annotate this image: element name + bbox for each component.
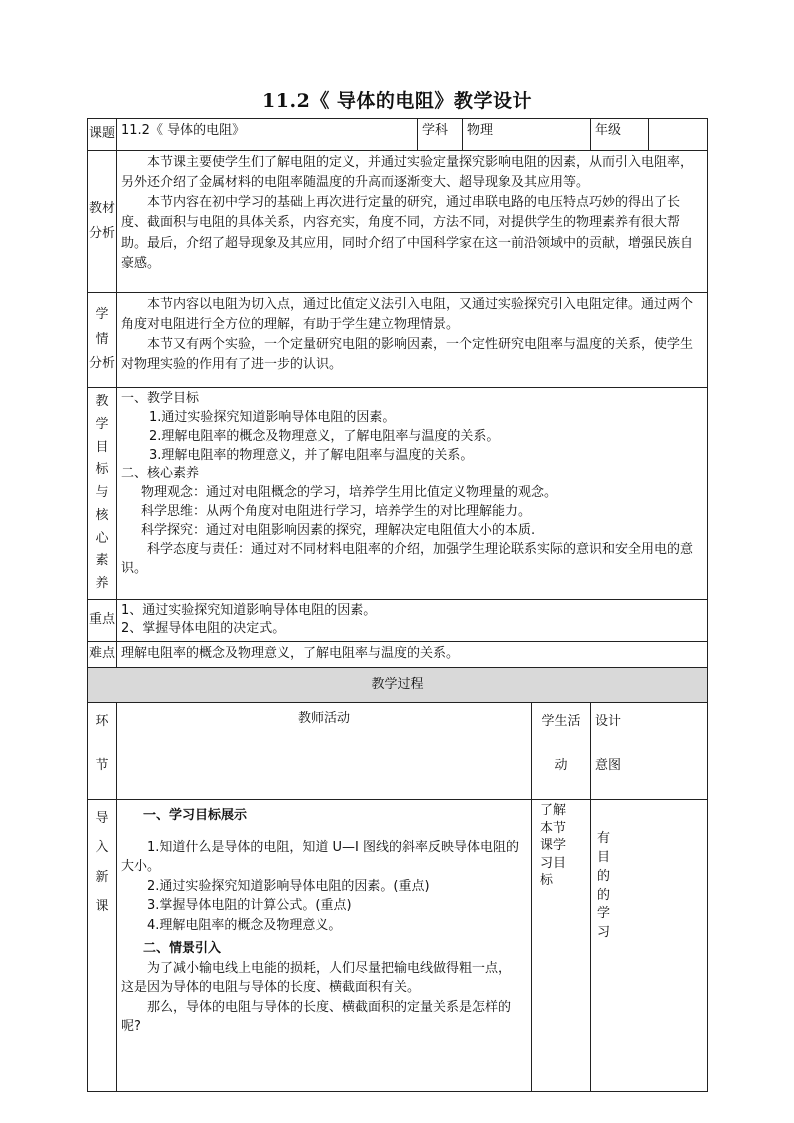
lesson-plan-table — [87, 118, 708, 1092]
grade-label: 年级 — [591, 119, 649, 151]
student-activity-header — [532, 703, 591, 800]
difficulty-row — [88, 642, 708, 668]
material-analysis-row — [88, 151, 708, 293]
goals-content — [117, 388, 708, 600]
key-points-label: 重点 — [88, 600, 117, 642]
teacher-activity-intro — [117, 800, 532, 1092]
material-paragraph-1: 本节课主要使学生们了解电阻的定义，并通过实验定量探究影响电阻的因素，从而引入电阻率，另外还介绍了金属材料的电阻率随温度的升高而逐渐变大、超导现象及其应用等。 — [121, 155, 694, 191]
grade-value — [649, 119, 708, 151]
teacher-activity-header: 教师活动 — [117, 703, 532, 800]
stage-row-intro — [88, 800, 708, 1092]
material-analysis-label — [88, 151, 117, 293]
stage-intro-text: 导 入 新 课 — [95, 811, 109, 914]
student-activity-intro — [532, 800, 591, 1092]
literacy-item-4: 科学态度与责任：通过对不同材料电阻率的介绍，加强学生理论联系实际的意识和安全用电的意识。 — [121, 541, 694, 576]
document-title: 11.2《 导体的电阻》教学设计 — [262, 90, 532, 112]
design-intent-intro — [591, 800, 708, 1092]
key-points-row — [88, 600, 708, 642]
scenario-paragraph-2: 那么，导体的电阻与导体的长度、横截面积的定量关系是怎样的呢? — [121, 999, 512, 1034]
stage-intro-label — [88, 800, 117, 1092]
material-label-text: 教材 分析 — [88, 200, 115, 241]
goal-item-3: 3.理解电阻率的物理意义，并了解电阻率与温度的关系。 — [149, 447, 474, 463]
stage-column-header — [88, 703, 117, 800]
goal-item-2: 2.理解电阻率的概念及物理意义，了解电阻率与温度的关系。 — [149, 428, 500, 444]
literacy-item-2: 科学思维：从两个角度对电阻进行学习，培养学生的对比理解能力。 — [141, 504, 532, 520]
stage-header-text: 环 节 — [95, 714, 109, 774]
subject-label: 学科 — [418, 119, 463, 151]
process-column-header-row — [88, 703, 708, 800]
material-paragraph-2: 本节内容在初中学习的基础上再次进行定量的研究，通过串联电路的电压特点巧妙的得出了长度、截面积与电阻的具体关系，内容充实，角度不同，方法不同，对提供学生的物理素养有很大帮助。最后，介绍了超导现象及其应用，同时介绍了中国科学家在这一前沿领域中的贡献，增强民族自豪感。 — [121, 195, 694, 271]
learner-analysis-content — [117, 293, 708, 388]
student-header-text: 学生活 动 — [541, 714, 581, 774]
design-header-text: 设计 意图 — [595, 714, 622, 774]
objective-4: 4.理解电阻率的概念及物理意义。 — [147, 917, 342, 933]
header-row — [88, 119, 708, 151]
learner-paragraph-1: 本节内容以电阻为切入点，通过比值定义法引入电阻，又通过实验探究引入电阻定律。通过两个角度对电阻进行全方位的理解，有助于学生建立物理情景。 — [121, 297, 694, 333]
section-objectives-title: 一、学习目标展示 — [143, 808, 248, 823]
section-scenario-title: 二、情景引入 — [143, 941, 222, 956]
goals-section-1: 一、教学目标 — [121, 391, 200, 406]
subject-value: 物理 — [463, 119, 591, 151]
learner-label-text: 学 情 分析 — [88, 306, 115, 372]
student-activity-text: 了解 本节 课学 习目 标 — [540, 803, 567, 889]
learner-analysis-row — [88, 293, 708, 388]
goals-row — [88, 388, 708, 600]
goal-item-1: 1.通过实验探究知道影响导体电阻的因素。 — [149, 409, 396, 425]
goals-section-2: 二、核心素养 — [121, 466, 200, 482]
learner-analysis-label — [88, 293, 117, 388]
design-intent-header — [591, 703, 708, 800]
key-points-content — [117, 600, 708, 642]
material-analysis-content — [117, 151, 708, 293]
literacy-item-3: 科学探究：通过对电阻影响因素的探究，理解决定电阻值大小的本质. — [141, 522, 536, 538]
spacer — [121, 826, 523, 838]
learner-paragraph-2: 本节又有两个实验，一个定量研究电阻的影响因素，一个定性研究电阻率与温度的关系，使学生对物理实验的作用有了进一步的认识。 — [121, 337, 694, 373]
process-title: 教学过程 — [88, 668, 708, 703]
difficulty-content: 理解电阻率的概念及物理意义，了解电阻率与温度的关系。 — [117, 642, 708, 668]
scenario-paragraph-1: 为了减小输电线上电能的损耗，人们尽量把输电线做得粗一点，这是因为导体的电阻与导体的长度、横截面积有关。 — [121, 960, 512, 995]
goals-label-text: 教 学 目 标 与 核 心 素 养 — [95, 394, 109, 592]
process-title-row — [88, 668, 708, 703]
key-point-2: 2、掌握导体电阻的决定式。 — [121, 621, 286, 637]
difficulty-label: 难点 — [88, 642, 117, 668]
objective-3: 3.掌握导体电阻的计算公式。(重点) — [147, 898, 352, 913]
topic-label: 课题 — [88, 119, 117, 151]
objective-2: 2.通过实验探究知道影响导体电阻的因素。(重点) — [147, 878, 430, 894]
goals-label — [88, 388, 117, 600]
topic-value: 11.2《 导体的电阻》 — [117, 119, 418, 151]
key-point-1: 1、通过实验探究知道影响导体电阻的因素。 — [121, 603, 377, 618]
literacy-item-1: 物理观念：通过对电阻概念的学习，培养学生用比值定义物理量的观念。 — [141, 485, 558, 501]
design-intent-text: 有 目 的 的 学 习 — [597, 831, 611, 941]
objective-1: 1.知道什么是导体的电阻，知道 U—I 图线的斜率反映导体电阻的大小。 — [121, 839, 520, 874]
